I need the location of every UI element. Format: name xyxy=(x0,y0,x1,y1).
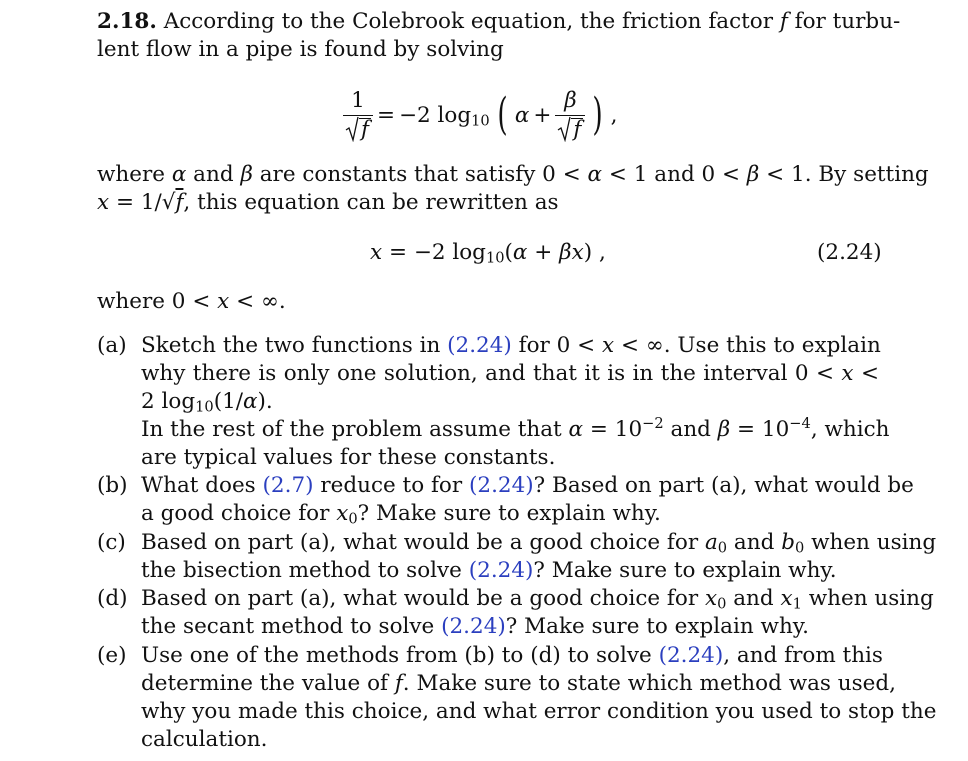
subscript: 0 xyxy=(717,595,727,613)
var-x: x xyxy=(704,586,718,611)
text: Sketch the two functions in xyxy=(141,333,448,358)
text: , and from this xyxy=(723,643,883,668)
alpha-symbol: α xyxy=(568,417,584,442)
alpha-symbol: α xyxy=(512,240,528,265)
intro-text: According to the Colebrook equation, the friction factor xyxy=(156,9,780,34)
text: ? Based on part (a), what would be xyxy=(533,473,914,498)
sqrt-argument: f xyxy=(361,116,369,142)
part-b-label: (b) xyxy=(97,473,128,498)
text: the bisection method to solve xyxy=(141,558,469,583)
text: = 10 xyxy=(583,417,643,442)
var-f: f xyxy=(175,190,184,215)
subscript: 0 xyxy=(794,539,805,557)
text: , this equation can be rewritten as xyxy=(183,190,559,215)
text: ( xyxy=(504,240,513,265)
text: ? Make sure to explain why. xyxy=(505,614,809,639)
subscript: 1 xyxy=(792,595,802,613)
text: calculation. xyxy=(141,727,268,752)
equation-2-24 xyxy=(370,240,606,266)
beta-symbol: β xyxy=(559,240,572,265)
beta-symbol: β xyxy=(746,162,760,187)
part-c-line-1 xyxy=(141,530,937,557)
fraction-numerator: 1 xyxy=(351,87,365,113)
text: What does xyxy=(141,473,263,498)
beta-numerator: β xyxy=(564,87,577,113)
text: = 1/√ xyxy=(109,190,176,215)
part-d-label: (d) xyxy=(97,586,128,611)
part-d-line-1 xyxy=(141,586,934,613)
text: when using xyxy=(804,530,937,555)
log-coefficient xyxy=(399,103,490,128)
plus-sign: + xyxy=(533,102,552,128)
text: and xyxy=(186,162,241,187)
text: < xyxy=(853,361,879,386)
beta-fraction xyxy=(555,89,585,142)
part-b-line-2 xyxy=(141,501,879,527)
radical-sign-icon xyxy=(345,116,359,142)
var-a: a xyxy=(704,530,718,555)
text: ? Make sure to explain why. xyxy=(533,558,837,583)
text: and xyxy=(727,530,782,555)
text: Based on part (a), what would be a good choice for xyxy=(141,586,705,611)
log-text: −2 log xyxy=(398,102,472,128)
subscript: 0 xyxy=(717,539,728,557)
text: = 10 xyxy=(730,417,790,442)
part-e-line-2 xyxy=(141,671,896,697)
beta-symbol: β xyxy=(717,417,731,442)
text: 2 log xyxy=(141,389,196,414)
text: ). xyxy=(257,389,273,414)
part-b-line-1 xyxy=(141,473,914,499)
part-e-label: (e) xyxy=(97,643,127,668)
log-base: 10 xyxy=(195,398,214,416)
alpha-symbol: α xyxy=(514,102,530,128)
part-a-line-2 xyxy=(141,361,879,387)
exponent: −2 xyxy=(642,414,664,432)
text: for 0 < xyxy=(511,333,603,358)
intro-text: lent flow in a pipe is found by solving xyxy=(97,37,504,62)
var-f: f xyxy=(779,9,788,34)
equation-ref-link[interactable]: (2.7) xyxy=(262,473,314,498)
text: a good choice for xyxy=(141,501,337,526)
sqrt-argument: f xyxy=(573,116,582,142)
text: where 0 < xyxy=(97,289,218,314)
equation-ref-link[interactable]: (2.24) xyxy=(469,473,534,498)
part-a-line-1 xyxy=(141,333,879,359)
part-e-line-1 xyxy=(141,643,883,669)
text: the secant method to solve xyxy=(141,614,442,639)
alpha-symbol: α xyxy=(243,389,258,414)
sqrt-f xyxy=(345,118,371,142)
var-x: x xyxy=(841,361,854,386)
text: ) , xyxy=(583,240,606,265)
text: are constants that satisfy 0 < xyxy=(252,162,588,187)
intro-text: for turbu- xyxy=(787,9,901,34)
var-x: x xyxy=(97,190,110,215)
part-a-line-3 xyxy=(141,389,879,415)
text: where xyxy=(97,162,172,187)
var-f: f xyxy=(394,671,403,696)
part-a-label: (a) xyxy=(97,333,127,358)
text: In the rest of the problem assume that xyxy=(141,417,569,442)
left-paren: ( xyxy=(497,89,508,140)
var-x: x xyxy=(336,501,349,526)
part-c-line-2 xyxy=(141,558,879,584)
radical-sign-icon xyxy=(557,116,571,142)
exponent: −4 xyxy=(789,414,811,432)
subscript: 0 xyxy=(348,510,358,528)
right-paren: ) xyxy=(592,89,604,140)
text: . Make sure to state which method was used, xyxy=(402,671,896,696)
var-x: x xyxy=(571,240,584,265)
var-b: b xyxy=(781,530,795,555)
problem-intro-line-2 xyxy=(97,37,879,63)
text: and xyxy=(726,586,781,611)
part-a-line-4 xyxy=(141,414,890,443)
var-x: x xyxy=(602,333,615,358)
log-base: 10 xyxy=(471,112,490,130)
equation-number: (2.24) xyxy=(817,240,882,265)
text: why there is only one solution, and that it is in the interval 0 < xyxy=(141,361,842,386)
text: + xyxy=(527,240,560,265)
part-e-line-4 xyxy=(141,727,879,753)
text: < 1. By setting xyxy=(759,162,929,187)
part-a-line-5 xyxy=(141,445,879,471)
var-x: x xyxy=(780,586,793,611)
text: Use one of the methods from (b) to (d) to solve xyxy=(141,643,659,668)
alpha-symbol: α xyxy=(171,162,187,187)
where-line-1 xyxy=(97,162,929,188)
text: < ∞. xyxy=(229,289,286,314)
where-line-2 xyxy=(97,190,879,216)
lhs-fraction xyxy=(343,89,373,142)
var-x: x xyxy=(370,240,383,265)
alpha-symbol: α xyxy=(587,162,603,187)
part-d-line-2 xyxy=(141,614,879,640)
text: reduce to for xyxy=(313,473,469,498)
equation-ref-link[interactable]: (2.24) xyxy=(468,558,534,583)
sqrt-f xyxy=(557,118,583,142)
text: < ∞. Use this to explain xyxy=(614,333,881,358)
var-x: x xyxy=(217,289,230,314)
text: (1/ xyxy=(213,389,244,414)
text: why you made this choice, and what error condition you used to stop the xyxy=(141,699,937,724)
text: Based on part (a), what would be a good choice for xyxy=(141,530,705,555)
text: when using xyxy=(801,586,934,611)
text: = −2 log xyxy=(382,240,486,265)
text: ? Make sure to explain why. xyxy=(357,501,661,526)
text: , which xyxy=(810,417,890,442)
problem-number: 2.18. xyxy=(97,9,157,34)
colebrook-equation xyxy=(343,84,621,146)
text: determine the value of xyxy=(141,671,395,696)
equals-sign: = xyxy=(376,102,395,128)
text: are typical values for these constants. xyxy=(141,445,556,470)
beta-symbol: β xyxy=(240,162,253,187)
part-e-line-3 xyxy=(141,699,937,725)
log-base: 10 xyxy=(485,249,505,267)
equation-ref-link[interactable]: (2.24) xyxy=(658,643,724,668)
text: < 1 and 0 < xyxy=(602,162,747,187)
equation-comma: , xyxy=(610,102,618,128)
equation-ref-link[interactable]: (2.24) xyxy=(441,614,506,639)
equation-ref-link[interactable]: (2.24) xyxy=(447,333,512,358)
problem-intro-line-1 xyxy=(97,9,901,35)
part-c-label: (c) xyxy=(97,530,126,555)
where-domain-line xyxy=(97,289,879,315)
text: and xyxy=(663,417,718,442)
